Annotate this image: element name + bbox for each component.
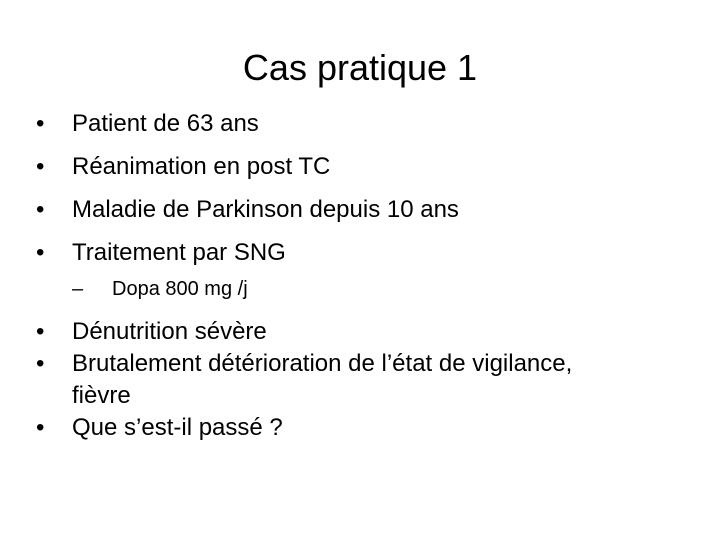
bullet-icon: • — [36, 239, 45, 266]
slide-title: Cas pratique 1 — [242, 47, 478, 88]
bullet-icon: • — [36, 318, 45, 345]
list-item — [36, 151, 636, 183]
list-item-text: Réanimation en post TC — [72, 153, 331, 180]
list-item — [36, 194, 636, 226]
sub-list-item — [72, 275, 636, 303]
list-item-text: Que s’est-il passé ? — [72, 414, 283, 441]
list-item — [36, 316, 636, 348]
list-item — [36, 412, 636, 444]
sub-list-item-text: Dopa 800 mg /j — [112, 278, 248, 300]
bullet-icon: • — [36, 350, 45, 377]
bullet-list — [36, 108, 636, 444]
bullet-icon: • — [36, 153, 45, 180]
list-item-text: Maladie de Parkinson depuis 10 ans — [72, 196, 459, 223]
list-item-text: Brutalement détérioration de l’état de vigilance, fièvre — [72, 350, 573, 409]
list-item — [36, 348, 636, 412]
list-item-text: Patient de 63 ans — [72, 110, 259, 137]
bullet-icon: • — [36, 414, 45, 441]
bullet-icon: • — [36, 110, 45, 137]
bullet-icon: • — [36, 196, 45, 223]
list-item — [36, 108, 636, 140]
list-item — [36, 237, 636, 269]
list-item-text: Traitement par SNG — [72, 239, 286, 266]
dash-icon: – — [72, 278, 84, 300]
list-item-text: Dénutrition sévère — [72, 318, 267, 345]
